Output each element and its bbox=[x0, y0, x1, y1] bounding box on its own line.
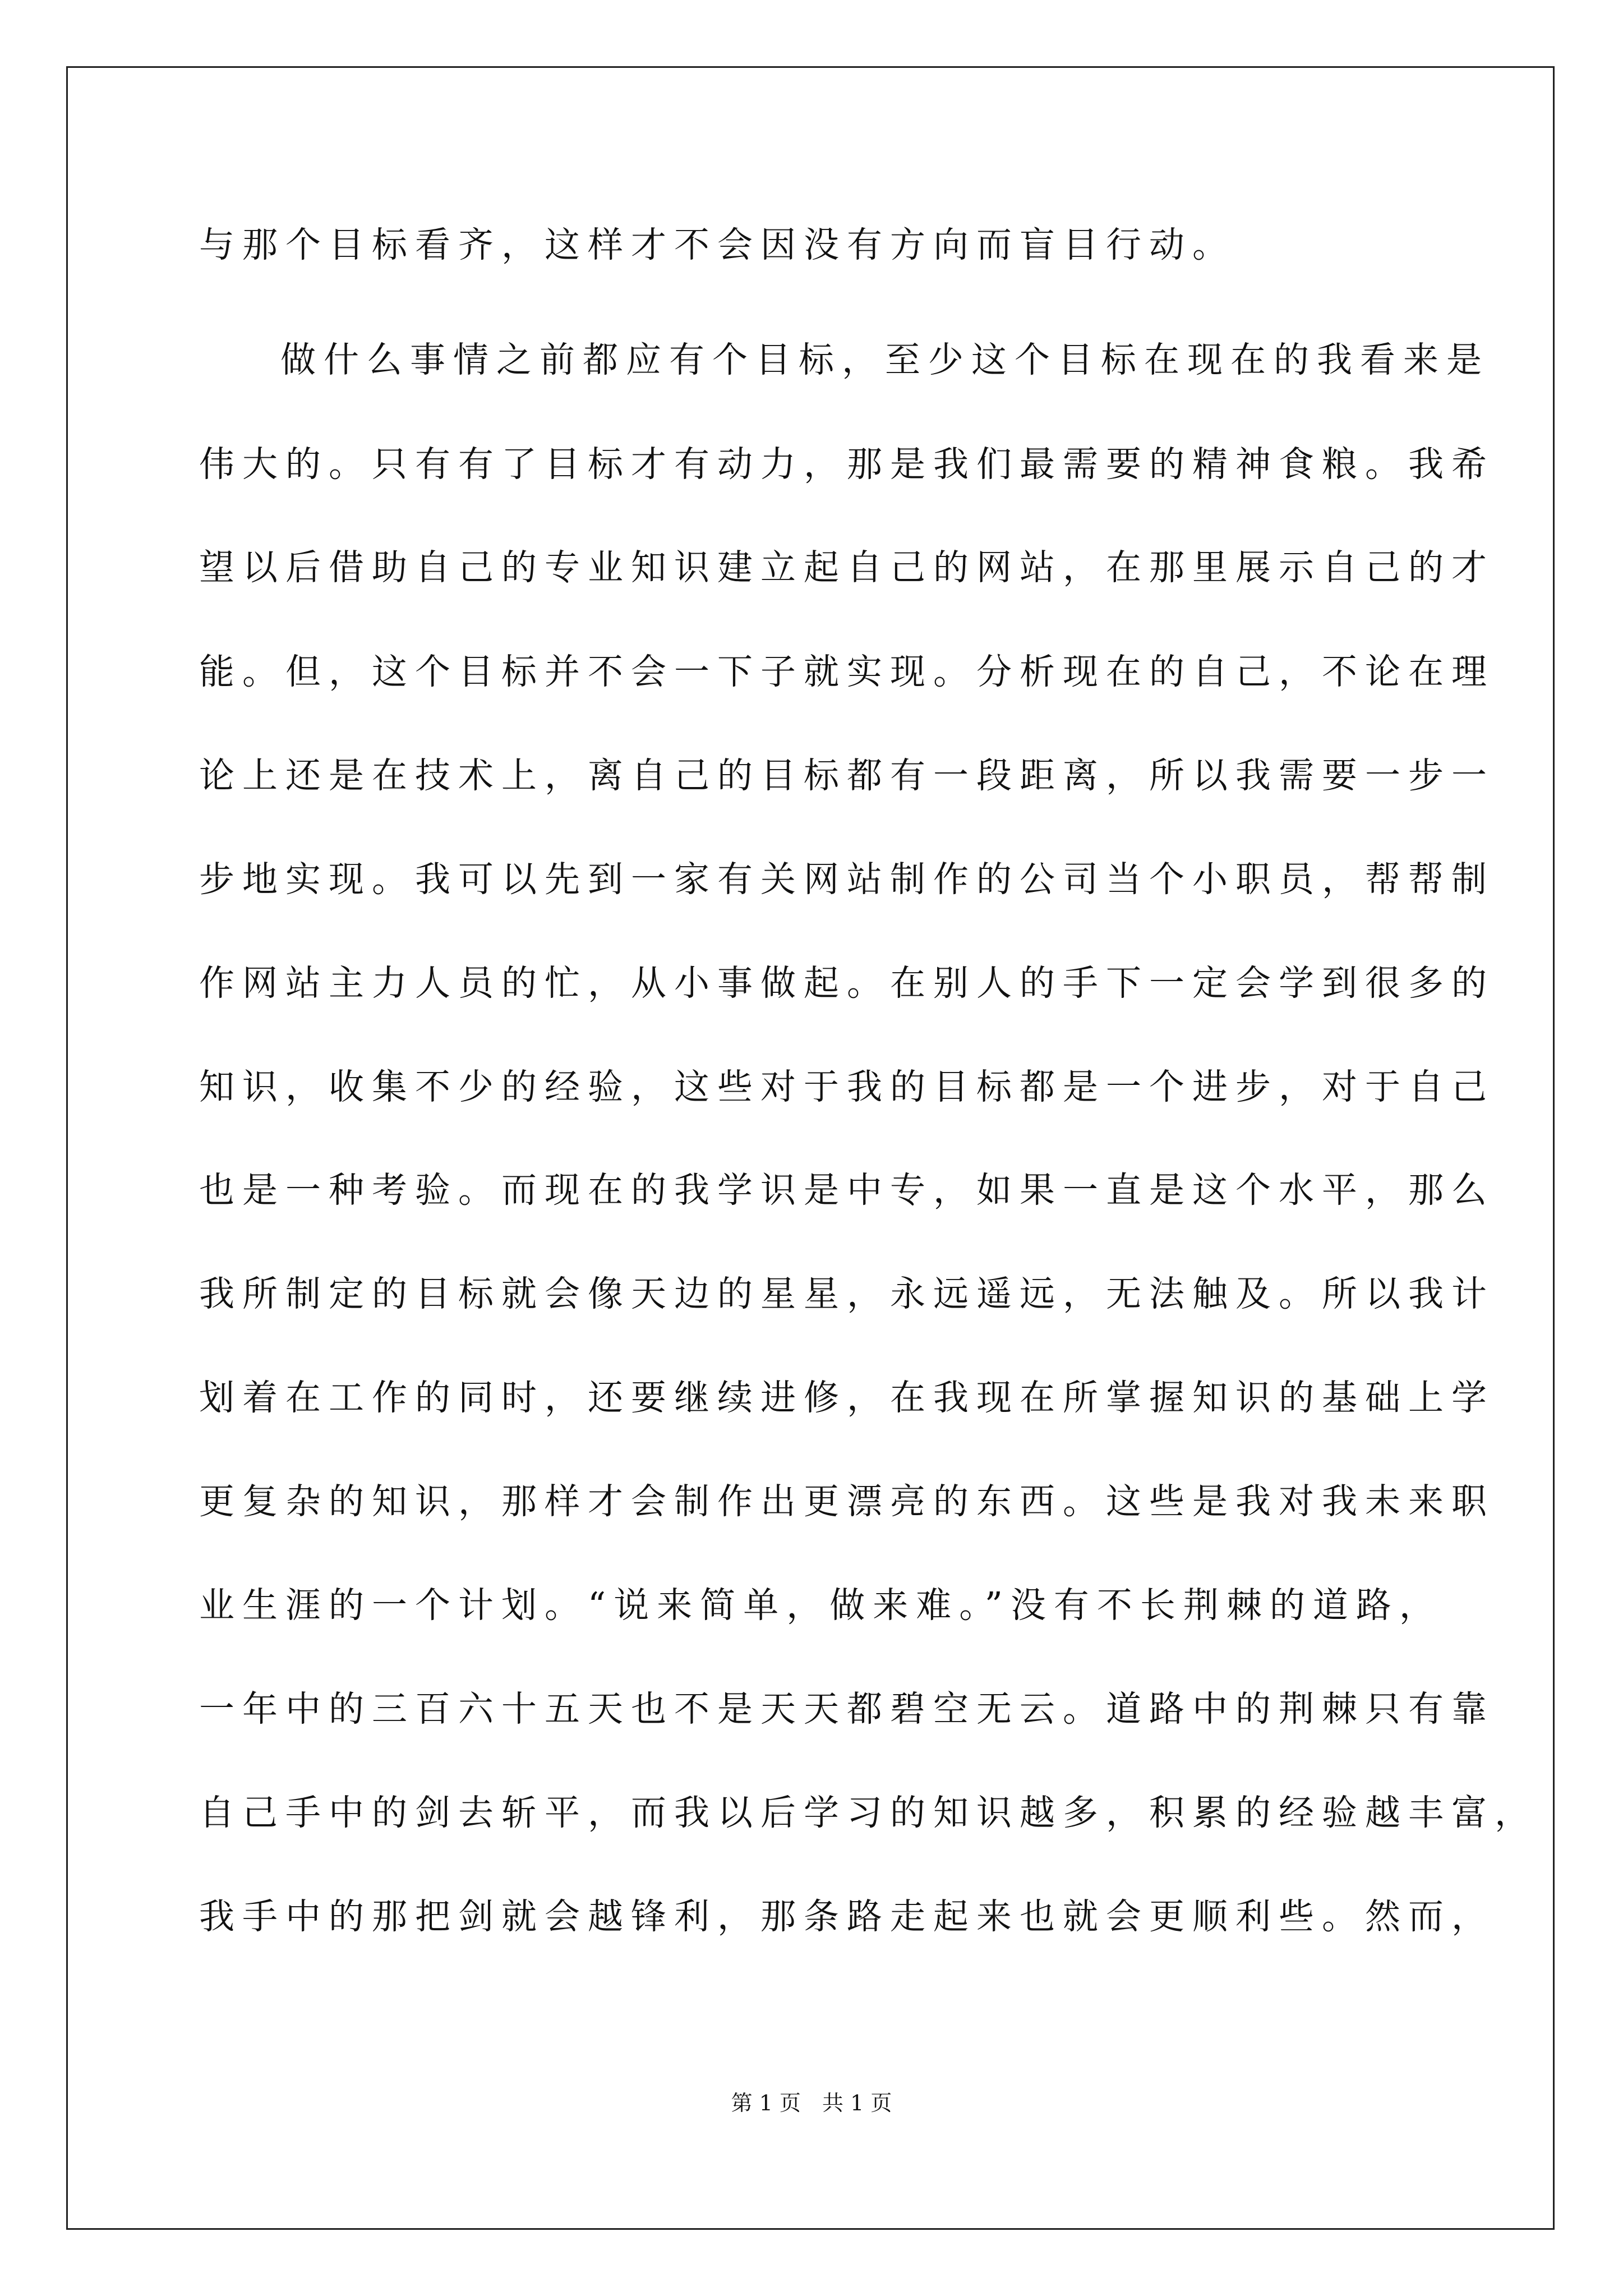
text-line: 能。但，这个目标并不会一下子就实现。分析现在的自己，不论在理 bbox=[199, 651, 1495, 692]
text-line: 论上还是在技术上，离自己的目标都有一段距离，所以我需要一步一 bbox=[199, 755, 1495, 796]
text-line: 伟大的。只有有了目标才有动力，那是我们最需要的精神食粮。我希 bbox=[199, 444, 1495, 485]
text-line: 步地实现。我可以先到一家有关网站制作的公司当个小职员，帮帮制 bbox=[199, 859, 1495, 900]
text-line: 一年中的三百六十五天也不是天天都碧空无云。道路中的荆棘只有靠 bbox=[199, 1688, 1495, 1729]
text-line: 与那个目标看齐，这样才不会因没有方向而盲目行动。 bbox=[199, 224, 1235, 265]
text-line: 望以后借助自己的专业知识建立起自己的网站，在那里展示自己的才 bbox=[199, 547, 1495, 588]
text-line: 知识，收集不少的经验，这些对于我的目标都是一个进步，对于自己 bbox=[199, 1066, 1495, 1107]
text-line: 更复杂的知识，那样才会制作出更漂亮的东西。这些是我对我未来职 bbox=[199, 1481, 1495, 1522]
page-footer: 第 1 页 共 1 页 bbox=[731, 2091, 892, 2115]
text-line: 划着在工作的同时，还要继续进修，在我现在所掌握知识的基础上学 bbox=[199, 1377, 1495, 1418]
text-line: 业生涯的一个计划。“说来简单，做来难。”没有不长荆棘的道路， bbox=[199, 1585, 1442, 1626]
text-line: 我手中的那把剑就会越锋利，那条路走起来也就会更顺利些。然而， bbox=[199, 1896, 1495, 1937]
text-line: 自己手中的剑去斩平，而我以后学习的知识越多，积累的经验越丰富， bbox=[199, 1792, 1538, 1833]
text-line: 也是一种考验。而现在的我学识是中专，如果一直是这个水平，那么 bbox=[199, 1170, 1495, 1211]
paragraph-first-line: 做什么事情之前都应有个目标，至少这个目标在现在的我看来是 bbox=[280, 339, 1490, 380]
text-line: 我所制定的目标就会像天边的星星，永远遥远，无法触及。所以我计 bbox=[199, 1273, 1495, 1314]
text-line: 作网站主力人员的忙，从小事做起。在别人的手下一定会学到很多的 bbox=[199, 963, 1495, 1004]
